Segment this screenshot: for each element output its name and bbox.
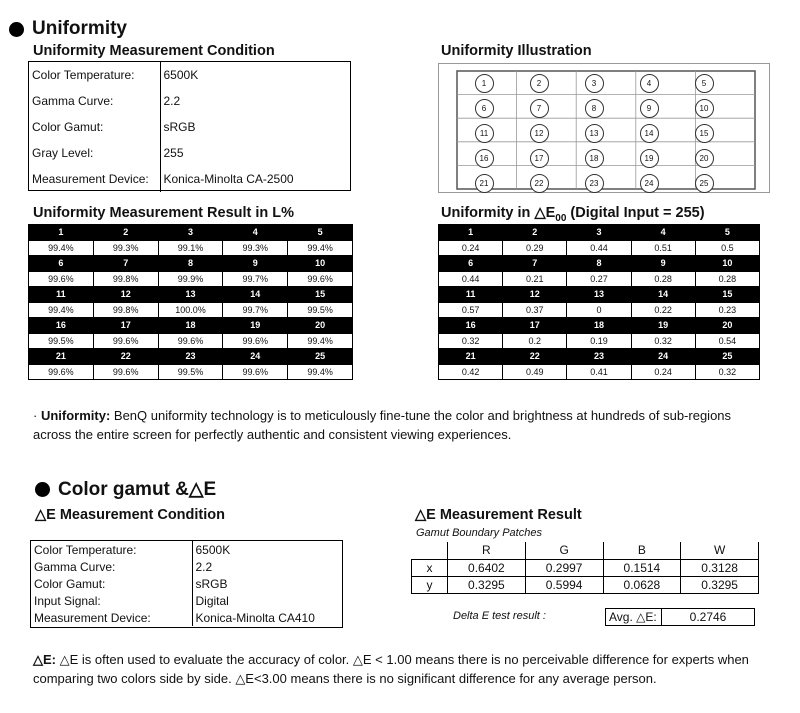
condition-value: 2.2 (195, 559, 213, 574)
uniformity-note-text: BenQ uniformity technology is to meticulously fine-tune the color and brightness at hundreds of sub-regions across the entire screen for perfectly authentic and consistent viewing experiences. (33, 408, 732, 442)
condition-label: Color Temperature: (29, 62, 160, 88)
zone-number-cell: 8 (567, 256, 631, 272)
zone-value-cell: 99.8% (93, 271, 158, 287)
zone-circle: 9 (640, 99, 659, 118)
result-header-row (439, 256, 760, 272)
bullet-dot-icon (35, 482, 50, 497)
gamut-corner-cell (412, 542, 448, 559)
result-header-row (439, 287, 760, 303)
zone-value-cell: 0.5 (695, 240, 759, 256)
zone-circle: 20 (695, 149, 714, 168)
gamut-value-cell: 0.6402 (448, 559, 526, 576)
avg-delta-value: 0.2746 (689, 610, 727, 624)
zone-number-cell: 3 (567, 225, 631, 241)
zone-number-cell: 12 (503, 287, 567, 303)
zone-number-cell: 15 (288, 287, 353, 303)
gamut-value-cell: 0.3128 (681, 559, 759, 576)
zone-circle: 1 (475, 74, 494, 93)
delta-title-prefix: Uniformity in △E (441, 205, 556, 221)
zone-circle: 21 (475, 174, 494, 193)
zone-number-cell: 4 (223, 225, 288, 241)
zone-value-cell: 99.6% (223, 333, 288, 349)
result-value-row (29, 364, 353, 380)
bullet-dot-icon (9, 22, 24, 37)
zone-circle: 23 (585, 174, 604, 193)
zone-value-cell: 0.32 (439, 333, 503, 349)
zone-value-cell: 99.6% (158, 333, 223, 349)
zone-circle: 12 (530, 124, 549, 143)
zone-value-cell: 99.6% (93, 364, 158, 380)
zone-number-cell: 8 (158, 256, 223, 272)
zone-number-cell: 7 (93, 256, 158, 272)
zone-number-cell: 21 (439, 349, 503, 365)
zone-value-cell: 0.19 (567, 333, 631, 349)
zone-value-cell: 0.44 (439, 271, 503, 287)
condition-row (31, 592, 342, 609)
gamut-value-cell: 0.5994 (525, 576, 603, 593)
condition-row (29, 88, 350, 114)
zone-value-cell: 99.4% (288, 364, 353, 380)
zone-number-cell: 24 (223, 349, 288, 365)
zone-value-cell: 99.6% (288, 271, 353, 287)
gamut-note (33, 650, 788, 688)
zone-value-cell: 0.54 (695, 333, 759, 349)
zone-value-cell: 99.4% (29, 302, 94, 318)
zone-circle: 8 (585, 99, 604, 118)
gamut-value-cell: 0.3295 (448, 576, 526, 593)
zone-number-cell: 9 (631, 256, 695, 272)
gamut-data-row (412, 576, 759, 593)
zone-circle: 6 (475, 99, 494, 118)
uniformity-condition-title: Uniformity Measurement Condition (33, 43, 275, 59)
gamut-condition-box (30, 540, 343, 628)
gamut-header-row (412, 542, 759, 559)
zone-circle: 2 (530, 74, 549, 93)
zone-value-cell: 99.4% (29, 240, 94, 256)
uniformity-illustration-panel (438, 63, 770, 193)
zone-number-cell: 17 (503, 318, 567, 334)
zone-value-cell: 99.6% (223, 364, 288, 380)
gamut-note-text: △E is often used to evaluate the accuracy of color. △E < 1.00 means there is no perceivable difference for experts when comparing two colors side by side. △E<3.00 means there is no significant difference for any average person. (33, 652, 749, 686)
zone-value-cell: 99.6% (29, 271, 94, 287)
zone-number-cell: 1 (29, 225, 94, 241)
zone-value-cell: 0.32 (695, 364, 759, 380)
result-header-row (29, 287, 353, 303)
zone-number-cell: 3 (158, 225, 223, 241)
condition-row (31, 558, 342, 575)
gamut-note-label: △E: (33, 652, 56, 667)
gamut-value-cell: 0.1514 (603, 559, 681, 576)
zone-number-cell: 2 (93, 225, 158, 241)
condition-value: sRGB (195, 576, 228, 591)
zone-number-cell: 5 (695, 225, 759, 241)
zone-circle: 4 (640, 74, 659, 93)
zone-number-cell: 21 (29, 349, 94, 365)
gamut-result-table (411, 542, 759, 594)
zone-value-cell: 0.42 (439, 364, 503, 380)
zone-value-cell: 99.5% (29, 333, 94, 349)
result-header-row (29, 349, 353, 365)
condition-label: Color Gamut: (29, 114, 160, 140)
gamut-column-header: R (448, 542, 526, 559)
delta-uniformity-title (441, 205, 705, 224)
gamut-row-label: y (412, 576, 448, 593)
result-value-row (29, 302, 353, 318)
zone-number-cell: 6 (439, 256, 503, 272)
zone-value-cell: 99.1% (158, 240, 223, 256)
zone-value-cell: 99.7% (223, 302, 288, 318)
gamut-title-text: Color gamut &△E (58, 479, 217, 500)
zone-value-cell: 0.2 (503, 333, 567, 349)
zone-value-cell: 0.28 (695, 271, 759, 287)
condition-value: 255 (163, 146, 184, 160)
zone-circle: 17 (530, 149, 549, 168)
zone-circle: 5 (695, 74, 714, 93)
result-value-row (439, 271, 760, 287)
zone-number-cell: 12 (93, 287, 158, 303)
uniformity-section-title (9, 18, 127, 40)
uniformity-note-label: Uniformity: (40, 408, 111, 423)
avg-delta-label: Avg. △E: (606, 609, 662, 625)
zone-value-cell: 0 (567, 302, 631, 318)
zone-circle: 24 (640, 174, 659, 193)
condition-value: 6500K (163, 68, 199, 82)
condition-row (31, 609, 342, 626)
zone-number-cell: 2 (503, 225, 567, 241)
zone-number-cell: 18 (158, 318, 223, 334)
zone-number-cell: 6 (29, 256, 94, 272)
zone-circle: 22 (530, 174, 549, 193)
zone-number-cell: 11 (29, 287, 94, 303)
zone-circle: 14 (640, 124, 659, 143)
zone-value-cell: 0.44 (567, 240, 631, 256)
zone-number-cell: 20 (288, 318, 353, 334)
zone-value-cell: 0.49 (503, 364, 567, 380)
delta-test-label: Delta E test result : (453, 610, 546, 622)
zone-value-cell: 0.27 (567, 271, 631, 287)
condition-row (29, 62, 350, 88)
result-value-row (439, 364, 760, 380)
condition-label: Input Signal: (31, 592, 192, 609)
zone-value-cell: 0.28 (631, 271, 695, 287)
gamut-row-label: x (412, 559, 448, 576)
zone-number-cell: 7 (503, 256, 567, 272)
zone-number-cell: 23 (567, 349, 631, 365)
zone-number-cell: 14 (631, 287, 695, 303)
zone-value-cell: 0.24 (631, 364, 695, 380)
zone-value-cell: 0.41 (567, 364, 631, 380)
zone-number-cell: 19 (631, 318, 695, 334)
condition-label: Color Temperature: (31, 541, 192, 558)
condition-label: Gray Level: (29, 140, 160, 166)
luminance-result-table (28, 224, 353, 380)
note-bullet: · (33, 408, 41, 423)
avg-delta-box (605, 608, 755, 626)
zone-number-cell: 14 (223, 287, 288, 303)
gamut-condition-table (31, 541, 342, 626)
zone-value-cell: 99.5% (288, 302, 353, 318)
result-value-row (439, 333, 760, 349)
zone-value-cell: 0.57 (439, 302, 503, 318)
gamut-column-header: B (603, 542, 681, 559)
zone-number-cell: 17 (93, 318, 158, 334)
uniformity-illustration-title: Uniformity Illustration (441, 43, 592, 59)
gamut-value-cell: 0.0628 (603, 576, 681, 593)
result-header-row (29, 256, 353, 272)
result-value-row (29, 271, 353, 287)
zone-number-cell: 9 (223, 256, 288, 272)
zone-number-cell: 22 (503, 349, 567, 365)
uniformity-title-text: Uniformity (32, 18, 127, 39)
zone-circle: 19 (640, 149, 659, 168)
result-value-row (439, 240, 760, 256)
gamut-value-cell: 0.3295 (681, 576, 759, 593)
zone-circle: 10 (695, 99, 714, 118)
gamut-value-cell: 0.2997 (525, 559, 603, 576)
gamut-result-title: △E Measurement Result (415, 507, 582, 523)
zone-value-cell: 99.3% (223, 240, 288, 256)
result-header-row (439, 349, 760, 365)
zone-value-cell: 0.51 (631, 240, 695, 256)
zone-value-cell: 0.24 (439, 240, 503, 256)
zone-number-cell: 19 (223, 318, 288, 334)
uniformity-note (33, 406, 768, 444)
zone-number-cell: 16 (439, 318, 503, 334)
zone-value-cell: 99.7% (223, 271, 288, 287)
zone-value-cell: 99.8% (93, 302, 158, 318)
zone-value-cell: 0.37 (503, 302, 567, 318)
gamut-column-header: W (681, 542, 759, 559)
gamut-data-row (412, 559, 759, 576)
gamut-patches-caption: Gamut Boundary Patches (416, 527, 542, 539)
zone-circle: 15 (695, 124, 714, 143)
condition-row (29, 114, 350, 140)
zone-number-cell: 11 (439, 287, 503, 303)
zone-number-cell: 1 (439, 225, 503, 241)
zone-value-cell: 0.23 (695, 302, 759, 318)
zone-value-cell: 99.4% (288, 240, 353, 256)
result-value-row (29, 333, 353, 349)
uniformity-condition-box (28, 61, 351, 191)
zone-number-cell: 4 (631, 225, 695, 241)
zone-value-cell: 100.0% (158, 302, 223, 318)
condition-row (29, 140, 350, 166)
zone-number-cell: 25 (695, 349, 759, 365)
zone-number-cell: 24 (631, 349, 695, 365)
zone-circle: 25 (695, 174, 714, 193)
zone-number-cell: 13 (567, 287, 631, 303)
zone-value-cell: 0.32 (631, 333, 695, 349)
condition-value: sRGB (163, 120, 196, 134)
zone-value-cell: 99.5% (158, 364, 223, 380)
zone-number-cell: 10 (288, 256, 353, 272)
zone-value-cell: 99.9% (158, 271, 223, 287)
zone-number-cell: 18 (567, 318, 631, 334)
condition-label: Measurement Device: (29, 166, 160, 192)
zone-number-cell: 25 (288, 349, 353, 365)
zone-circle: 13 (585, 124, 604, 143)
uniformity-condition-table (29, 62, 350, 192)
result-header-row (439, 318, 760, 334)
result-value-row (29, 240, 353, 256)
zone-value-cell: 99.4% (288, 333, 353, 349)
condition-value: Konica-Minolta CA410 (195, 610, 315, 625)
luminance-result-title: Uniformity Measurement Result in L% (33, 205, 295, 221)
zone-number-cell: 22 (93, 349, 158, 365)
zone-circle: 11 (475, 124, 494, 143)
zone-circle: 7 (530, 99, 549, 118)
zone-circle: 3 (585, 74, 604, 93)
condition-label: Color Gamut: (31, 575, 192, 592)
zone-value-cell: 0.22 (631, 302, 695, 318)
condition-value: Konica-Minolta CA-2500 (163, 172, 294, 186)
result-value-row (439, 302, 760, 318)
condition-value: Digital (195, 593, 229, 608)
condition-value: 2.2 (163, 94, 181, 108)
zone-value-cell: 99.6% (93, 333, 158, 349)
zone-circle: 16 (475, 149, 494, 168)
delta-title-sub: 00 (555, 212, 567, 224)
zone-value-cell: 0.21 (503, 271, 567, 287)
condition-value: 6500K (195, 542, 231, 557)
zone-number-cell: 13 (158, 287, 223, 303)
zone-value-cell: 99.6% (29, 364, 94, 380)
zone-number-cell: 20 (695, 318, 759, 334)
result-header-row (29, 225, 353, 241)
zone-number-cell: 5 (288, 225, 353, 241)
gamut-column-header: G (525, 542, 603, 559)
condition-row (31, 575, 342, 592)
zone-value-cell: 99.3% (93, 240, 158, 256)
result-header-row (29, 318, 353, 334)
condition-label: Measurement Device: (31, 609, 192, 626)
result-header-row (439, 225, 760, 241)
condition-row (29, 166, 350, 192)
delta-uniformity-table (438, 224, 760, 380)
zone-value-cell: 0.29 (503, 240, 567, 256)
gamut-section-title (35, 478, 216, 501)
zone-number-cell: 10 (695, 256, 759, 272)
gamut-condition-title: △E Measurement Condition (35, 507, 226, 523)
condition-row (31, 541, 342, 558)
condition-label: Gamma Curve: (31, 558, 192, 575)
zone-circle: 18 (585, 149, 604, 168)
zone-number-cell: 16 (29, 318, 94, 334)
condition-label: Gamma Curve: (29, 88, 160, 114)
zone-number-cell: 23 (158, 349, 223, 365)
zone-number-cell: 15 (695, 287, 759, 303)
delta-title-suffix: (Digital Input = 255) (566, 205, 705, 221)
